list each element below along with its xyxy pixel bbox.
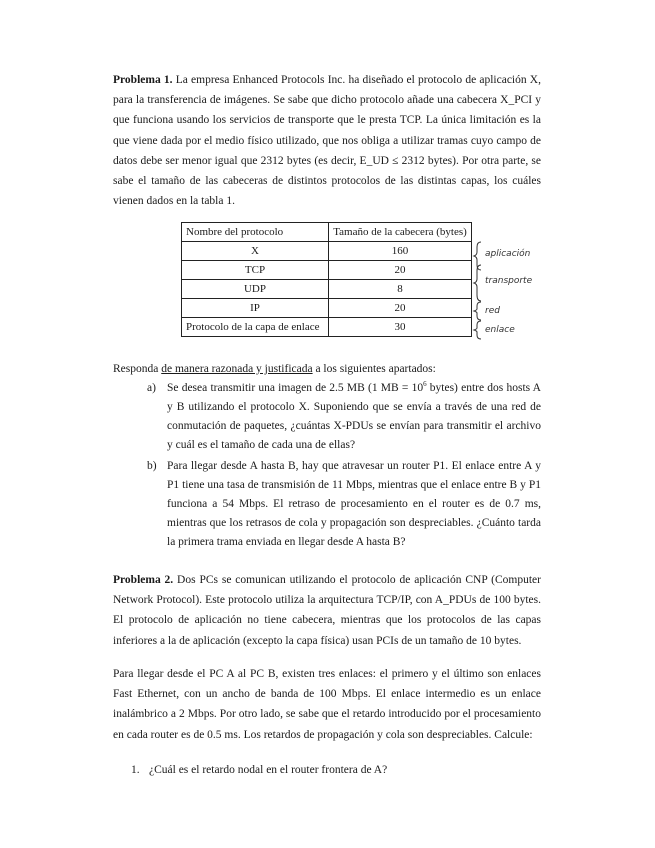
brace-enlace [474,320,484,340]
brace-transporte [474,264,484,302]
list-item [147,379,541,455]
item-label: b) [147,460,157,472]
table-cell-size: 20 [329,299,472,318]
problem2-intro-text: Dos PCs se comunican utilizando el protocolo de aplicación CNP (Computer Network Protocol). Este protocolo utiliza la arquitectura TCP/IP, con A_PDUs de 100 bytes. El protocolo de aplicación no tiene cabecera, mientras que los protocolos de las capas inferiores a la de aplicación (excepto la capa física) usan PCIs de un tamaño de 10 bytes. [113,574,541,647]
annotation-transporte: transporte [485,276,533,286]
table-header-row [182,223,472,242]
table-row [182,299,472,318]
annotation-enlace: enlace [485,325,515,335]
brace-red [474,301,484,321]
table-row [182,318,472,337]
table-cell-protocol: TCP [182,261,329,280]
problem1-items [147,379,541,554]
table-cell-size: 30 [329,318,472,337]
problem1-label: Problema 1. [113,74,173,86]
table-cell-size: 160 [329,242,472,261]
problem2-intro [113,570,541,651]
problem1-intro-text: La empresa Enhanced Protocols Inc. ha diseñado el protocolo de aplicación X, para la transferencia de imágenes. Se sabe que dicho protocolo añade una cabecera X_PCI y que funciona usando los servicios de transporte que le presta TCP. La única limitación es la que viene dada por el medio físico utilizado, que nos obliga a utilizar tramas cuyo campo de datos debe ser menor igual que 2312 bytes (es decir, E_UD ≤ 2312 bytes). Por otra parte, se sabe el tamaño de las cabeceras de distintos protocolos de las distintas capas, los cuáles vienen dados en la tabla 1. [113,74,541,208]
prompt-pre: Responda [113,363,162,375]
problem1-prompt [113,359,541,379]
table-cell-protocol: UDP [182,280,329,299]
table-header-protocol: Nombre del protocolo [182,223,329,242]
table-cell-size: 20 [329,261,472,280]
prompt-post: a los siguientes apartados: [312,363,436,375]
prompt-underlined: de manera razonada y justificada [161,363,313,375]
table-cell-size: 8 [329,280,472,299]
table-row [182,261,472,280]
problem2-para2-text: Para llegar desde el PC A al PC B, existen tres enlaces: el primero y el último son enlaces Fast Ethernet, con un ancho de banda de 100 Mbps. El enlace intermedio es un enlace inalámbrico a 2 Mbps. Por otro lado, se sabe que el retardo introducido por el procesamiento en cada router es de 0.5 ms. Los retardos de propagación y cola son despreciables. Calcule: [113,668,541,741]
annotation-aplicacion: aplicación [485,249,531,259]
problem2-para2 [113,664,541,745]
table-row [182,242,472,261]
list-item [147,457,541,552]
header-sizes-table [181,222,472,337]
list-item [131,760,541,780]
table-header-size: Tamaño de la cabecera (bytes) [329,223,472,242]
item-text-pre: Se desea transmitir una imagen de 2.5 MB (1 MB = 10 [167,382,424,394]
item-label: a) [147,382,156,394]
item-text: ¿Cuál es el retardo nodal en el router frontera de A? [149,764,388,776]
table-cell-protocol: Protocolo de la capa de enlace [182,318,329,337]
item-text: Para llegar desde A hasta B, hay que atravesar un router P1. El enlace entre A y P1 tiene una tasa de transmisión de 11 Mbps, mientras que el enlace entre B y P1 funciona a 54 Mbps. El retraso de procesamiento en el router es de 0.7 ms, mientras que los retrasos de cola y propagación son despreciables. ¿Cuánto tarda la primera trama enviada en llegar desde A hasta B? [167,460,541,548]
annotation-red: red [485,306,500,316]
item-label: 1. [131,764,140,776]
table-cell-protocol: X [182,242,329,261]
item-superscript: 6 [423,380,427,389]
table-cell-protocol: IP [182,299,329,318]
item-text-post: bytes) entre dos hosts A y B utilizando el protocolo X. Suponiendo que se envía a través de una red de conmutación de paquetes, ¿cuántas X-PDUs se envían para transmitir el archivo y cuál es el tamaño de cada una de ellas? [167,382,541,451]
table-row [182,280,472,299]
problem2-label: Problema 2. [113,574,174,586]
problem1-intro [113,70,541,211]
